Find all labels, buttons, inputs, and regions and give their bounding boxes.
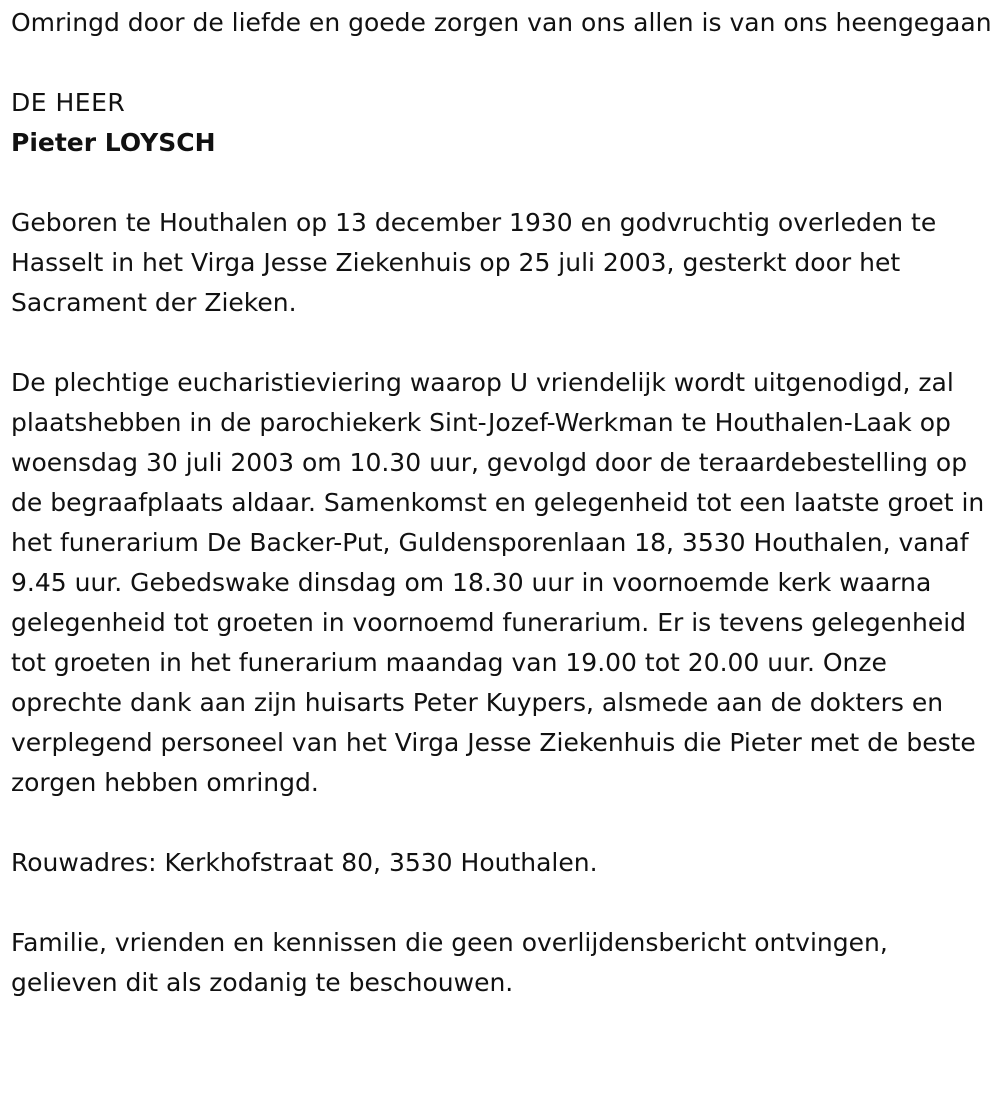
opening-text: Omringd door de liefde en goede zorgen van ons allen is van ons heengegaan <box>11 8 992 37</box>
closing-paragraph: Familie, vrienden en kennissen die geen overlijdensbericht ontvingen, gelieven dit als zodanig te beschouwen. <box>11 928 888 997</box>
deceased-name: Pieter LOYSCH <box>11 128 216 157</box>
spacer <box>11 43 996 83</box>
ceremony-paragraph: De plechtige eucharistieviering waarop U vriendelijk wordt uitgenodigd, zal plaatshebben in de parochiekerk Sint-Jozef-Werkman te Houthalen-Laak op woensdag 30 juli 2003 om 10.30 uur, gevolgd door de teraardebestelling op de begraafplaats aldaar. Samenkomst en gelegenheid tot een laatste groet in het funerarium De Backer-Put, Guldensporenlaan 18, 3530 Houthalen, vanaf 9.45 uur. Gebedswake dinsdag om 18.30 uur in voornoemde kerk waarna gelegenheid tot groeten in voornoemd funerarium. Er is tevens gelegenheid tot groeten in het funerarium maandag van 19.00 tot 20.00 uur. Onze oprechte dank aan zijn huisarts Peter Kuypers, alsmede aan de dokters en verplegend personeel van het Virga Jesse Ziekenhuis die Pieter met de beste zorgen hebben omringd. <box>11 368 985 797</box>
birth-death-paragraph: Geboren te Houthalen op 13 december 1930 en godvruchtig overleden te Hasselt in het Virga Jesse Ziekenhuis op 25 juli 2003, gesterkt door het Sacrament der Zieken. <box>11 208 937 317</box>
obituary-notice <box>11 3 996 1003</box>
mourning-address: Rouwadres: Kerkhofstraat 80, 3530 Houthalen. <box>11 848 598 877</box>
spacer <box>11 883 996 923</box>
spacer <box>11 163 996 203</box>
spacer <box>11 323 996 363</box>
honorific-title: DE HEER <box>11 88 126 117</box>
spacer <box>11 803 996 843</box>
